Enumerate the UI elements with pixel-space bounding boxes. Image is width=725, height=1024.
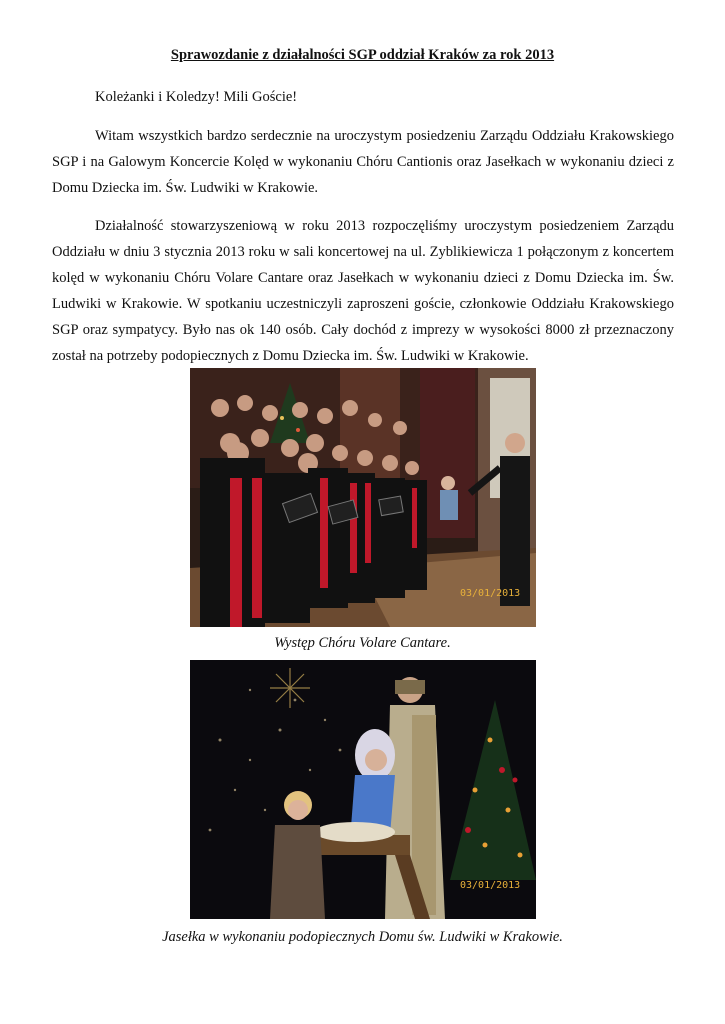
nativity-photo (190, 660, 536, 919)
paragraph-welcome: Witam wszystkich bardzo serdecznie na uroczystym posiedzeniu Zarządu Oddziału Krakowskiego SGP i na Galowym Koncercie Kolęd w wykonaniu Chóru Cantionis oraz Jasełkach w wykonaniu dzieci z Domu Dziecka im. Św. Ludwiki w Krakowie. (52, 128, 674, 196)
nativity-photo-image (190, 660, 536, 919)
choir-photo-date: 03/01/2013 (460, 588, 521, 599)
choir-photo (190, 368, 536, 627)
choir-photo-image (190, 368, 536, 627)
paragraph-activity: Działalność stowarzyszeniową w roku 2013 rozpoczęliśmy uroczystym posiedzeniem Zarządu Oddziału w dniu 3 stycznia 2013 roku w sali koncertowej na ul. Zyblikiewicza 1 połączonym z koncertem kolęd w wykonaniu Chóru Volare Cantare oraz Jasełkach w wykonaniu dzieci z Domu Dziecka im. Św. Ludwiki w Krakowie. W spotkaniu uczestniczyli zaproszeni goście, członkowie Oddziału Krakowskiego SGP oraz sympatycy. Było nas ok 140 osób. Cały dochód z imprezy w wysokości 8000 zł przeznaczony został na potrzeby podopiecznych z Domu Dziecka im. Św. Ludwiki w Krakowie. (52, 218, 674, 364)
nativity-photo-caption: Jasełka w wykonaniu podopiecznych Domu św. Ludwiki w Krakowie. (162, 929, 563, 945)
choir-photo-caption: Występ Chóru Volare Cantare. (274, 635, 451, 651)
nativity-photo-date: 03/01/2013 (460, 880, 521, 891)
greeting: Koleżanki i Koledzy! Mili Goście! (95, 89, 298, 105)
document-title: Sprawozdanie z działalności SGP oddział Kraków za rok 2013 (170, 47, 555, 63)
